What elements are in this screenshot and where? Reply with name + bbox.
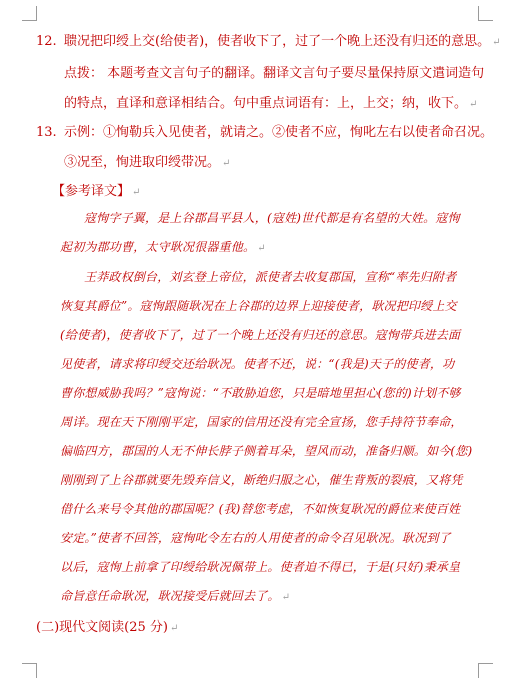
translation-line: 见使者，请求将印绶交还给耿况。使者不还，说：“(我是)天子的使者，功 [60,357,455,371]
answer-12-line-3: 的特点，直译和意译相结合。句中重点词语有：上，上交；纳，收下。 ↵ [64,96,478,111]
answer-12-line-2: 点拨： 本题考查文言句子的翻译。翻译文言句子要尽量保持原文遣词造句 [64,66,485,81]
translation-line: 命旨意任命耿况，耿况接受后就回去了。 ↵ [60,589,291,603]
crop-mark-top-right [478,6,493,21]
answer-12-line-1: 12. 聩况把印绶上交(给使者)，使者收下了，过了一个晚上还没有归还的意思。 ↵ [36,34,501,49]
crop-mark-bottom-right [478,663,493,678]
translation-line: 起初为郡功曹，太守耿况很器重他。 ↵ [60,240,266,254]
translation-line: 偏临四方，郡国的人无不伸长脖子侧着耳朵，望风而动，准备归顺。如今(您) [60,444,473,458]
translation-line: 以后，寇恂上前拿了印绶给耿况佩带上。使者迫不得已，于是(只好)秉承皇 [60,560,461,574]
translation-line: 借什么来号令其他的郡国呢？(我)替您考虑，不如恢复耿况的爵位来使百姓 [60,502,461,516]
translation-line: 周详。现在天下刚刚平定，国家的信用还没有完全宣扬，您手持符节奉命， [60,415,463,429]
crop-mark-top-left [22,6,37,21]
crop-mark-bottom-left [22,663,37,678]
translation-line: 恢复其爵位”。寇恂跟随耿况在上谷郡的边界上迎接使者，耿况把印绶上交 [60,299,457,313]
translation-line: (给使者)，使者收下了，过了一个晚上还没有归还的意思。寇恂带兵进去面 [60,328,461,342]
translation-line: 曹你想威胁我吗？”寇恂说：“不敢胁迫您，只是暗地里担心(您的)计划不够 [60,386,461,400]
answer-13-line-1: 13. 示例：①恂勒兵入见使者，就请之。②使者不应，恂叱左右以使者命召况。 [36,125,494,140]
section-heading-modern-reading: (二)现代文阅读(25 分) ↵ [36,620,179,635]
translation-line: 寇恂字子翼，是上谷郡昌平县人，(寇姓)世代都是有名望的大姓。寇恂 [84,211,460,225]
translation-line: 安定。”使者不回答，寇恂叱令左右的人用使者的命令召见耿况。耿况到了 [60,531,451,545]
answer-13-line-2: ③况至，恂进取印绶带况。 ↵ [64,155,231,170]
translation-line: 王莽政权倒台，刘玄登上帝位，派使者去收复郡国，宣称“率先归附者 [84,270,457,284]
reference-translation-heading: 【参考译文】 ↵ [52,184,141,199]
translation-line: 刚刚到了上谷郡就要先毁弃信义，断绝归服之心，催生背叛的裂痕，又将凭 [60,473,463,487]
